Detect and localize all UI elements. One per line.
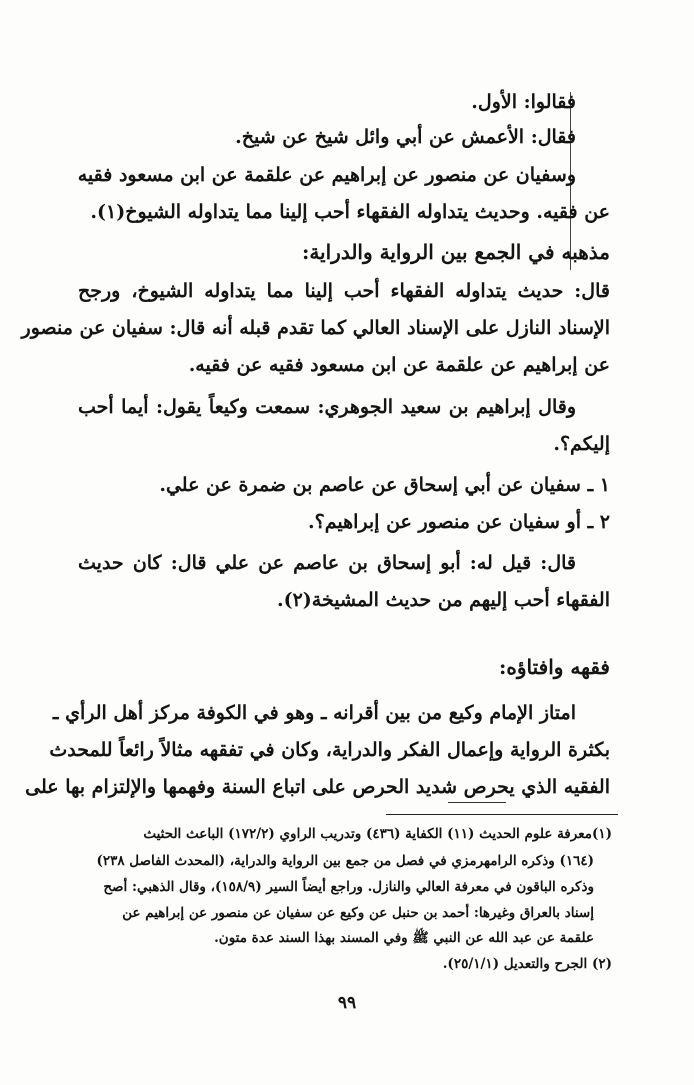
text-line: عن فقيه. وحديث يتداوله الفقهاء أحب إلينا مما يتداوله الشيوخ(١). (90, 201, 610, 223)
footnote-line: علقمة عن عبد الله عن النبي ﷺ وفي المسند بهذا السند عدة متون. (214, 930, 594, 946)
footnote-line: (٢) الجرح والتعديل (٢٥/١/١). (442, 956, 612, 972)
text-line: الإسناد النازل على الإسناد العالي كما تقدم قبله أنه قال: سفيان عن منصور (21, 317, 610, 339)
text-line: إليكم؟. (553, 433, 610, 455)
text-line: قال: حديث يتداوله الفقهاء أحب إلينا مما يتداوله الشيوخ، ورجح (78, 280, 610, 302)
text-line: بكثرة الرواية وإعمال الفكر والدراية، وكان في تفقهه مثالاً رائعاً للمحدث (49, 739, 610, 761)
list-item: ١ ـ سفيان عن أبي إسحاق عن عاصم بن ضمرة عن علي. (159, 474, 610, 496)
text-line: فقالوا: الأول. (471, 91, 576, 113)
text-line: وسفيان عن منصور عن إبراهيم عن علقمة عن ابن مسعود فقيه (77, 164, 576, 186)
footnote-line: وذكره الباقون في معرفة العالي والنازل. وراجع أيضاً السير (١٥٨/٩)، وقال الذهبي: أصح (103, 879, 594, 895)
text-line: فقال: الأعمش عن أبي وائل شيخ عن شيخ. (235, 126, 576, 148)
underline-mark (448, 802, 506, 803)
footnote-line: (١٦٤) وذكره الرامهرمزي في فصل من جمع بين الرواية والدراية، (المحدث الفاصل ٢٣٨) (96, 853, 594, 869)
page-number: ٩٩ (337, 993, 357, 1013)
footnote-separator (386, 814, 618, 815)
section-heading: مذهبه في الجمع بين الرواية والدراية: (301, 240, 610, 264)
footnote-line: (١)معرفة علوم الحديث (١١) الكفاية (٤٣٦) وتدريب الراوي (١٧٢/٢) الباعث الحثيث (143, 826, 612, 842)
text-line: عن إبراهيم عن علقمة عن ابن مسعود فقيه عن فقيه. (188, 354, 610, 376)
footnote-line: إسناد بالعراق وغيرها: أحمد بن حنبل عن وكيع عن سفيان عن منصور عن إبراهيم عن (122, 905, 594, 921)
text-line: امتاز الإمام وكيع من بين أقرانه ـ وهو في الكوفة مركز أهل الرأي ـ (52, 702, 576, 724)
text-line: الفقهاء أحب إليهم من حديث المشيخة(٢). (276, 589, 610, 611)
list-item: ٢ ـ أو سفيان عن منصور عن إبراهيم؟. (308, 511, 610, 533)
text-line: وقال إبراهيم بن سعيد الجوهري: سمعت وكيعاً يقول: أيما أحب (78, 396, 576, 418)
text-line: الفقيه الذي يحرص شديد الحرص على اتباع السنة وفهمها والإلتزام بها على (25, 776, 610, 798)
section-heading: فقهه وافتاؤه: (498, 655, 610, 679)
text-line: قال: قيل له: أبو إسحاق بن عاصم عن علي قال: كان حديث (78, 552, 576, 574)
